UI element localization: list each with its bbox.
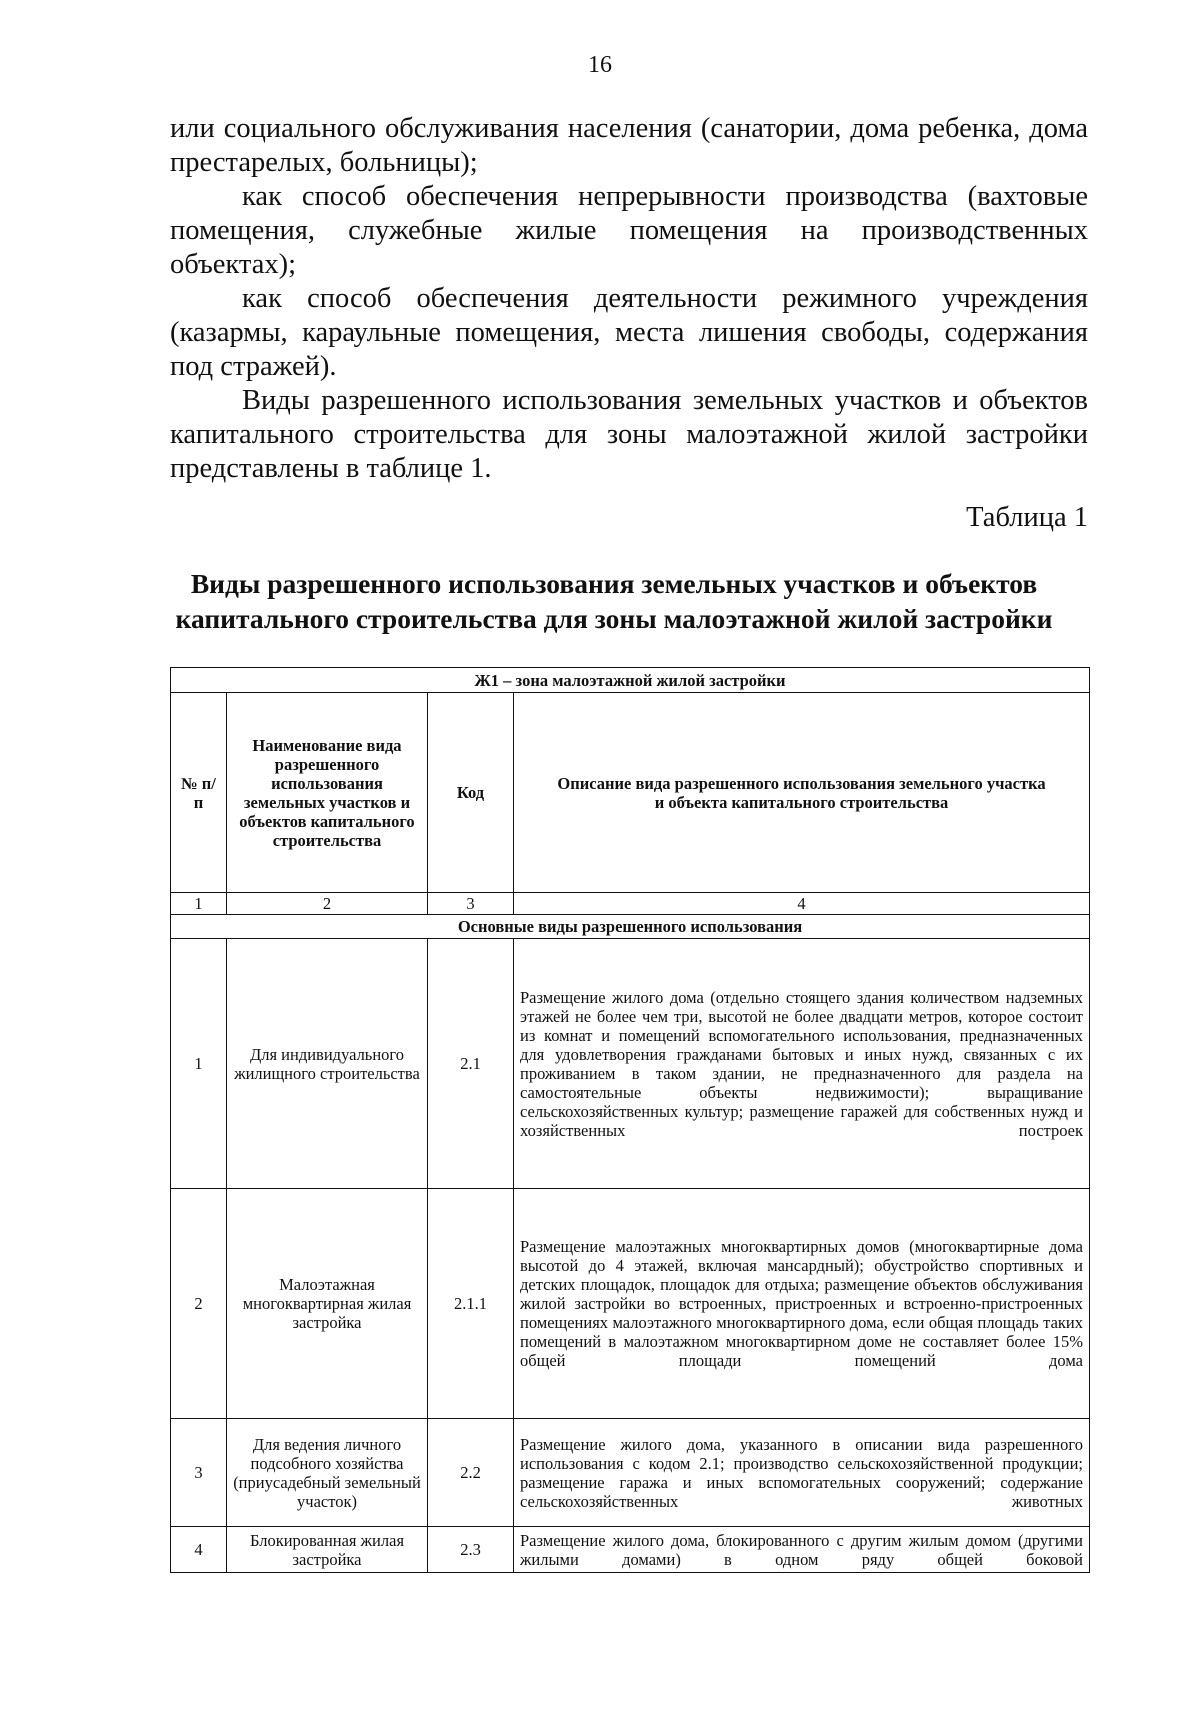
- row-description: Размещение малоэтажных многоквартирных домов (многоквартирные дома высотой до 4 этажей, включая мансардный); обустройство спортивных и детских площадок, площадок для отдыха; размещение объектов обслуживания жилой застройки во встроенных, пристроенных и встроенно-пристроенных помещениях малоэтажного многоквартирного дома, если общая площадь таких помещений в малоэтажном многоквартирном доме не составляет более 15% общей площади помещений дома: [514, 1189, 1090, 1419]
- row-description: Размещение жилого дома, блокированного с другим жилым домом (другими жилыми домами) в одном ряду общей боковой: [514, 1527, 1090, 1573]
- column-number: 1: [171, 893, 227, 915]
- row-code: 2.3: [428, 1527, 514, 1573]
- table-row: [171, 1419, 1090, 1527]
- row-code: 2.2: [428, 1419, 514, 1527]
- row-code: 2.1.1: [428, 1189, 514, 1419]
- paragraph: Виды разрешенного использования земельных участков и объектов капитального строительства для зоны малоэтажной жилой застройки представлены в таблице 1.: [170, 385, 1088, 484]
- column-header-code: Код: [428, 693, 514, 893]
- column-number: 2: [227, 893, 428, 915]
- column-number: 3: [428, 893, 514, 915]
- paragraph: как способ обеспечения деятельности режимного учреждения (казармы, караульные помещения, места лишения свободы, содержания под стражей).: [170, 283, 1088, 382]
- section-row: [171, 915, 1090, 939]
- column-header-name: Наименование вида разрешенного использования земельных участков и объектов капитального строительства: [227, 693, 428, 893]
- row-description: Размещение жилого дома (отдельно стоящего здания количеством надземных этажей не более чем три, высотой не более двадцати метров, которое состоит из комнат и помещений вспомогательного использования, предназначенных для удовлетворения гражданами бытовых и иных нужд, связанных с их проживанием в таком здании, не предназначенного для раздела на самостоятельные объекты недвижимости); выращивание сельскохозяйственных культур; размещение гаражей для собственных нужд и хозяйственных построек: [514, 939, 1090, 1189]
- page-number: 16: [588, 52, 612, 78]
- row-description: Размещение жилого дома, указанного в описании вида разрешенного использования с кодом 2.1; производство сельскохозяйственной продукции; размещение гаража и иных вспомогательных сооружений; содержание сельскохозяйственных животных: [514, 1419, 1090, 1527]
- column-number-row: [171, 893, 1090, 915]
- column-header-description: Описание вида разрешенного использования земельного участка и объекта капитального строительства: [514, 693, 1090, 893]
- row-number: 2: [171, 1189, 227, 1419]
- table-row: [171, 939, 1090, 1189]
- row-number: 1: [171, 939, 227, 1189]
- row-code: 2.1: [428, 939, 514, 1189]
- column-number: 4: [514, 893, 1090, 915]
- table-caption: Таблица 1: [966, 502, 1088, 533]
- table-title: Виды разрешенного использования земельных участков и объектов капитального строительства для зоны малоэтажной жилой застройки: [175, 568, 1053, 634]
- column-header-row: [171, 693, 1090, 893]
- row-number: 3: [171, 1419, 227, 1527]
- table-row: [171, 1189, 1090, 1419]
- land-use-table: [170, 667, 1090, 1573]
- zone-header: Ж1 – зона малоэтажной жилой застройки: [171, 668, 1090, 693]
- column-header-number: № п/п: [171, 693, 227, 893]
- zone-header-row: [171, 668, 1090, 693]
- section-header: Основные виды разрешенного использования: [171, 915, 1090, 939]
- table-row: [171, 1527, 1090, 1573]
- row-name: Блокированная жилая застройка: [227, 1527, 428, 1573]
- row-name: Для индивидуального жилищного строительства: [227, 939, 428, 1189]
- row-number: 4: [171, 1527, 227, 1573]
- body-text: [170, 112, 1088, 486]
- row-name: Для ведения личного подсобного хозяйства (приусадебный земельный участок): [227, 1419, 428, 1527]
- row-name: Малоэтажная многоквартирная жилая застройка: [227, 1189, 428, 1419]
- paragraph-continuation: или социального обслуживания населения (санатории, дома ребенка, дома престарелых, больницы);: [170, 113, 1088, 178]
- paragraph: как способ обеспечения непрерывности производства (вахтовые помещения, служебные жилые помещения на производственных объектах);: [170, 181, 1088, 280]
